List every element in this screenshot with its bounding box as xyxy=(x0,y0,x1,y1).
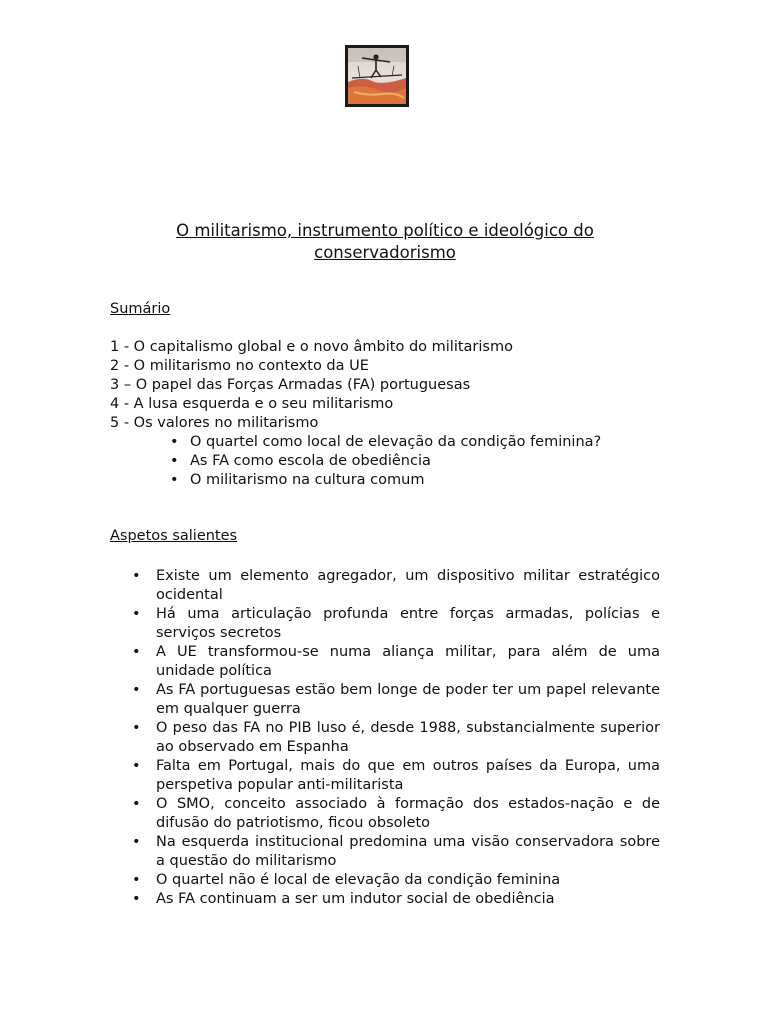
summary-item-5-label: 5 - Os valores no militarismo xyxy=(110,415,319,431)
aspect-item-5: • O peso das FA no PIB luso é, desde 1988, substancialmente superior ao observado em Espanha xyxy=(110,719,660,757)
aspect-item-2: • Há uma articulação profunda entre forças armadas, polícias e serviços secretos xyxy=(110,605,660,643)
summary-item-4: 4 - A lusa esquerda e o seu militarismo xyxy=(110,396,394,412)
aspect-item-1: • Existe um elemento agregador, um dispositivo militar estratégico ocidental xyxy=(110,567,660,605)
summary-sub-item-2: • As FA como escola de obediência xyxy=(110,452,670,471)
summary-sub-item-3: • O militarismo na cultura comum xyxy=(110,471,670,490)
summary-item-5 xyxy=(110,414,670,490)
aspect-item-6: • Falta em Portugal, mais do que em outros países da Europa, uma perspetiva popular anti-militarista xyxy=(110,757,660,795)
logo xyxy=(345,45,409,107)
stick-figure-tightrope-icon xyxy=(348,48,406,104)
aspects-heading: Aspetos salientes xyxy=(110,528,238,544)
summary-heading: Sumário xyxy=(110,301,171,317)
summary-item-2: 2 - O militarismo no contexto da UE xyxy=(110,358,369,374)
aspect-item-7: • O SMO, conceito associado à formação dos estados-nação e de difusão do patriotismo, ficou obsoleto xyxy=(110,795,660,833)
aspect-item-10: • As FA continuam a ser um indutor social de obediência xyxy=(110,890,660,909)
summary-item-3: 3 – O papel das Forças Armadas (FA) portuguesas xyxy=(110,377,471,393)
document-title: O militarismo, instrumento político e ideológico do conservadorismo xyxy=(176,221,594,262)
summary-item-1: 1 - O capitalismo global e o novo âmbito do militarismo xyxy=(110,339,513,355)
aspect-item-3: • A UE transformou-se numa aliança militar, para além de uma unidade política xyxy=(110,643,660,681)
summary-sub-list xyxy=(110,433,670,490)
aspect-item-8: • Na esquerda institucional predomina uma visão conservadora sobre a questão do militarismo xyxy=(110,833,660,871)
aspect-item-4: • As FA portuguesas estão bem longe de poder ter um papel relevante em qualquer guerra xyxy=(110,681,660,719)
aspects-list xyxy=(110,567,660,909)
aspect-item-9: • O quartel não é local de elevação da condição feminina xyxy=(110,871,660,890)
summary-list xyxy=(110,338,670,490)
summary-sub-item-1: • O quartel como local de elevação da condição feminina? xyxy=(110,433,670,452)
